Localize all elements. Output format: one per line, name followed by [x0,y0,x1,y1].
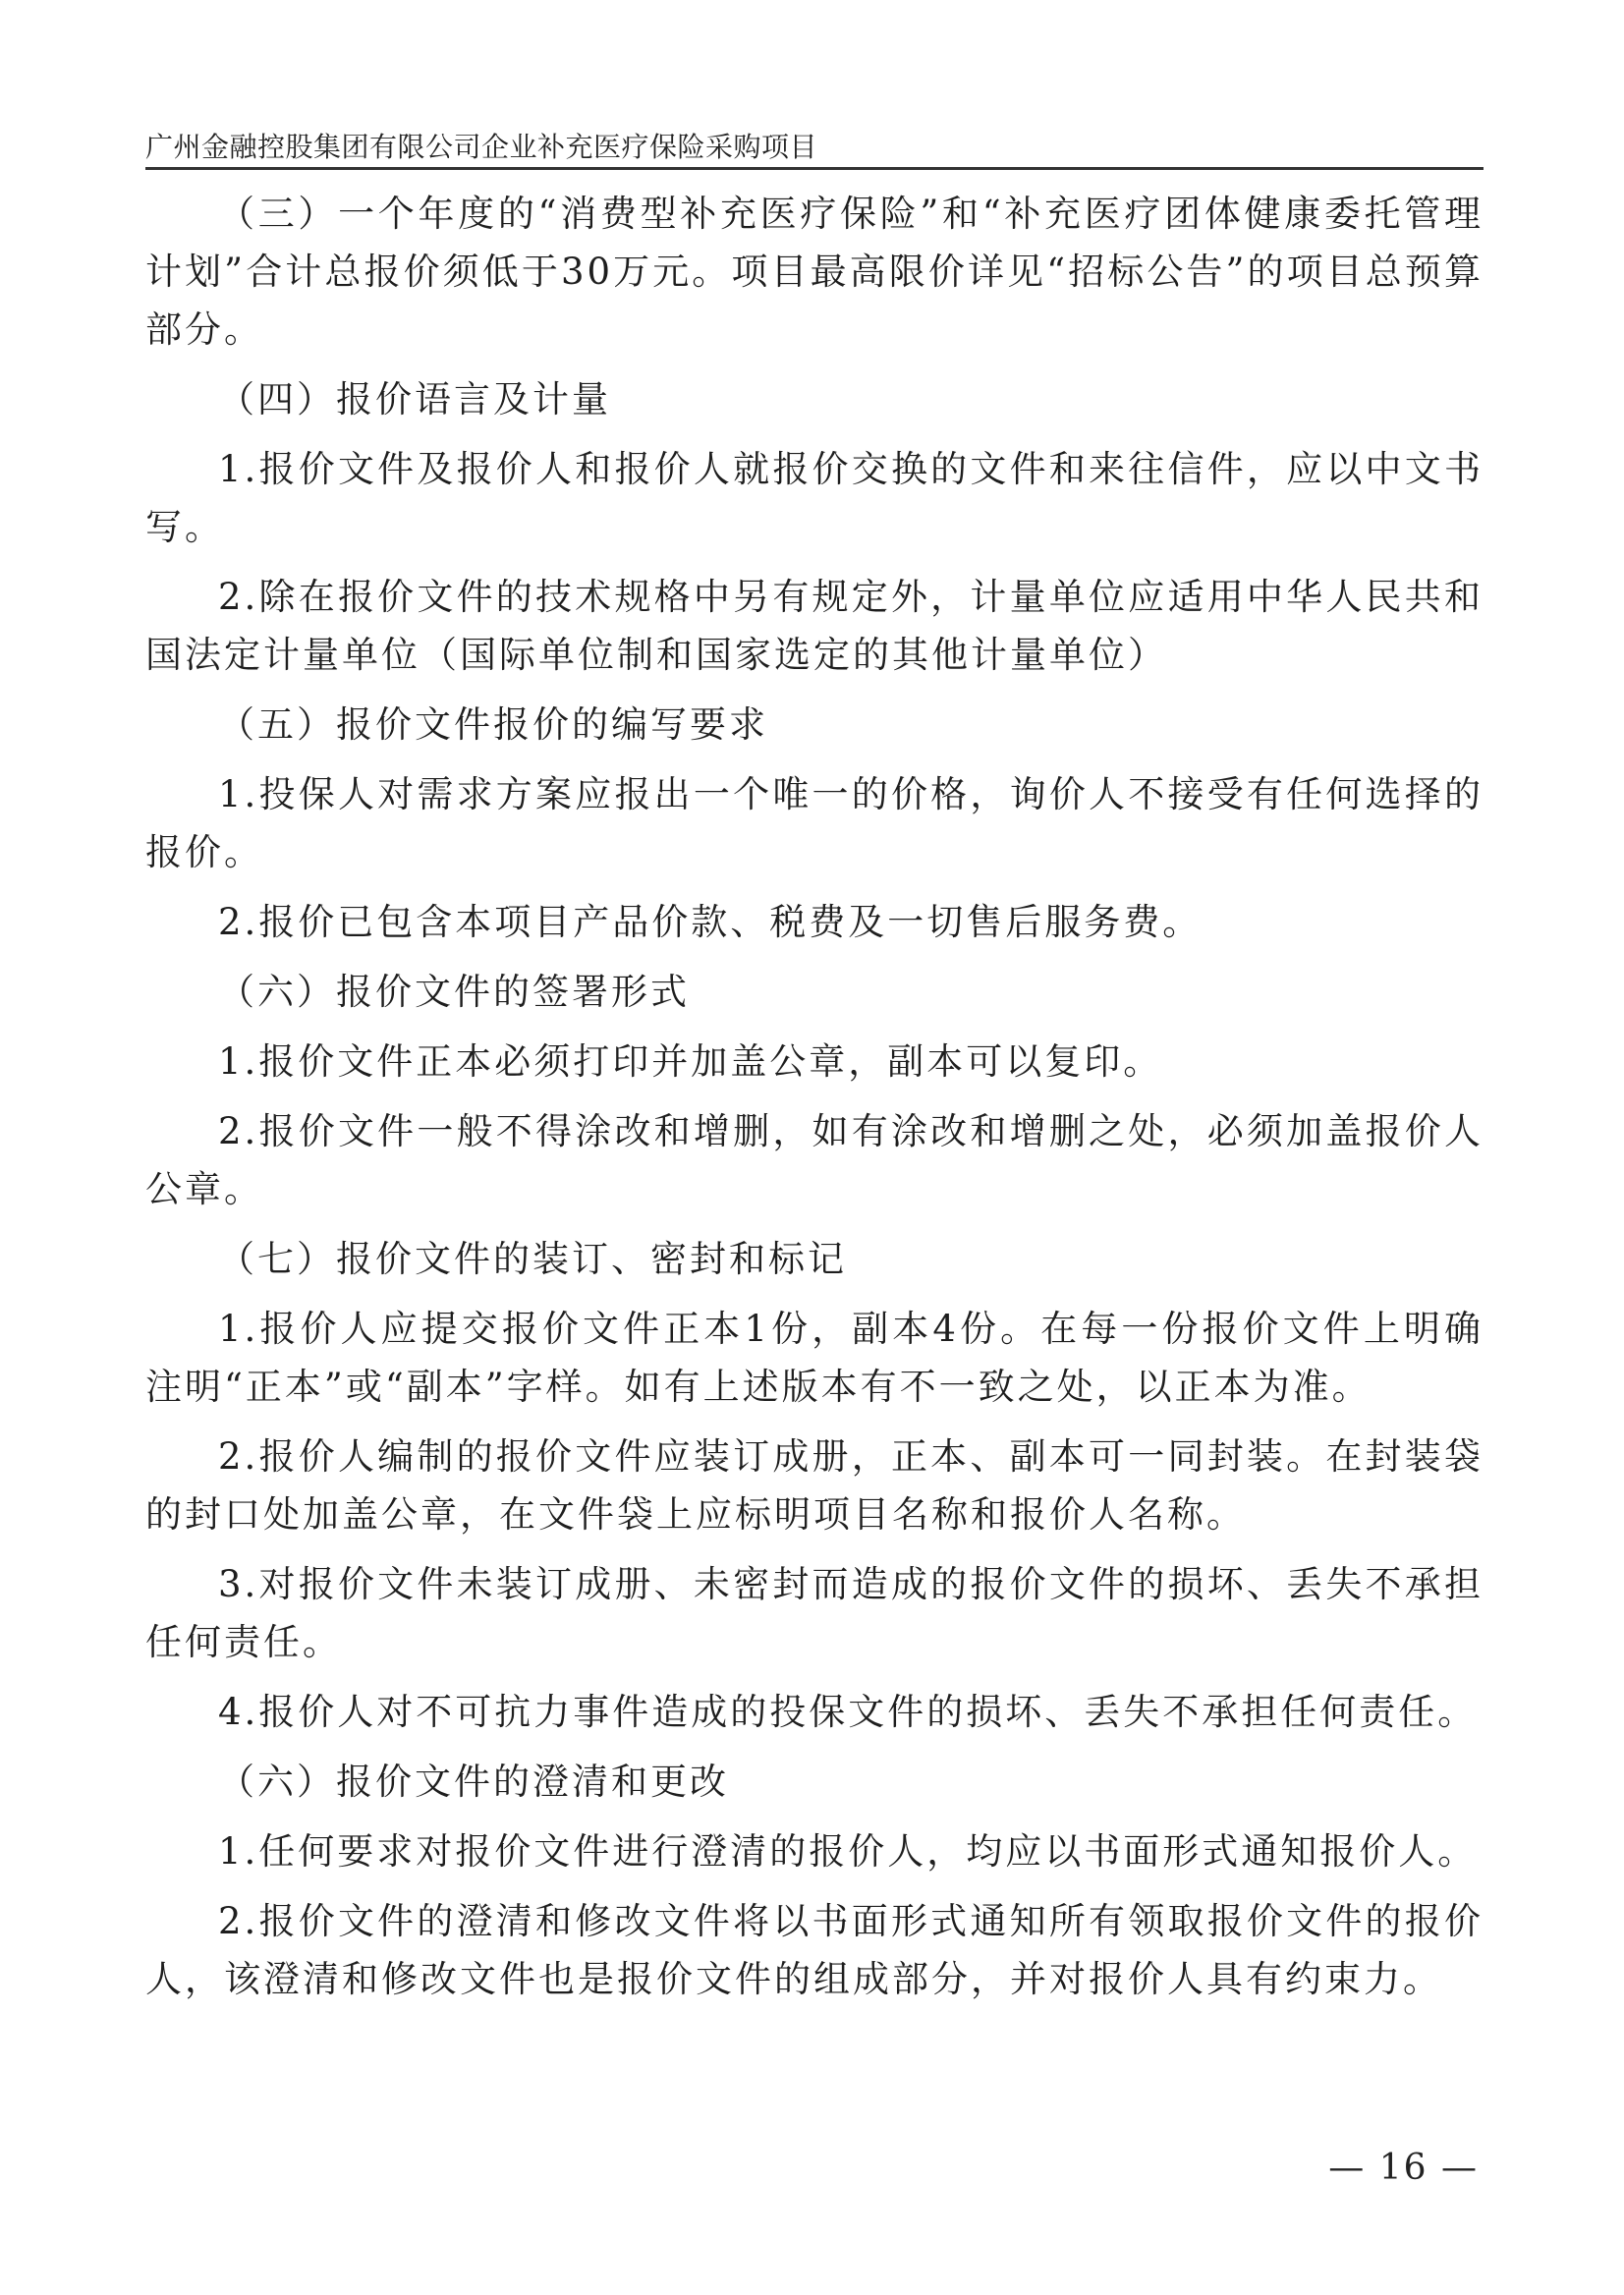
paragraph: 4.报价人对不可抗力事件造成的投保文件的损坏、丢失不承担任何责任。 [218,1691,1478,1733]
section-heading: （五）报价文件报价的编写要求 [218,703,768,746]
paragraph: 1.报价文件及报价人和报价人就报价交换的文件和来往信件，应以中文书写。 [145,448,1484,548]
section-heading: （七）报价文件的装订、密封和标记 [218,1238,847,1280]
paragraph: 1.报价文件正本必须打印并加盖公章，副本可以复印。 [218,1040,1163,1083]
paragraph: 2.报价已包含本项目产品价款、税费及一切售后服务费。 [218,901,1203,943]
paragraph: 2.除在报价文件的技术规格中另有规定外，计量单位应适用中华人民共和国法定计量单位（国际单位制和国家选定的其他计量单位） [145,576,1484,676]
paragraph: 1.任何要求对报价文件进行澄清的报价人，均应以书面形式通知报价人。 [218,1830,1478,1873]
paragraph: （三）一个年度的“消费型补充医疗保险”和“补充医疗团体健康委托管理计划”合计总报价须低于30万元。项目最高限价详见“招标公告”的项目总预算部分。 [145,193,1484,351]
paragraph: 2.报价文件的澄清和修改文件将以书面形式通知所有领取报价文件的报价人，该澄清和修改文件也是报价文件的组成部分，并对报价人具有约束力。 [145,1900,1484,2000]
paragraph: 2.报价人编制的报价文件应装订成册，正本、副本可一同封装。在封装袋的封口处加盖公章，在文件袋上应标明项目名称和报价人名称。 [145,1435,1484,1536]
paragraph: 3.对报价文件未装订成册、未密封而造成的报价文件的损坏、丢失不承担任何责任。 [145,1563,1484,1663]
section-heading: （四）报价语言及计量 [218,378,611,420]
header-divider [145,167,1484,170]
page-number: — 16 — [1328,2148,1479,2188]
page-header: 广州金融控股集团有限公司企业补充医疗保险采购项目 [145,131,818,163]
section-heading: （六）报价文件的签署形式 [218,971,690,1013]
document-body [145,185,1484,2008]
paragraph: 1.投保人对需求方案应报出一个唯一的价格，询价人不接受有任何选择的报价。 [145,773,1484,873]
paragraph: 2.报价文件一般不得涂改和增删，如有涂改和增删之处，必须加盖报价人公章。 [145,1110,1484,1210]
paragraph: 1.报价人应提交报价文件正本1份，副本4份。在每一份报价文件上明确注明“正本”或“副本”字样。如有上述版本有不一致之处，以正本为准。 [145,1308,1484,1408]
section-heading: （六）报价文件的澄清和更改 [218,1761,729,1803]
